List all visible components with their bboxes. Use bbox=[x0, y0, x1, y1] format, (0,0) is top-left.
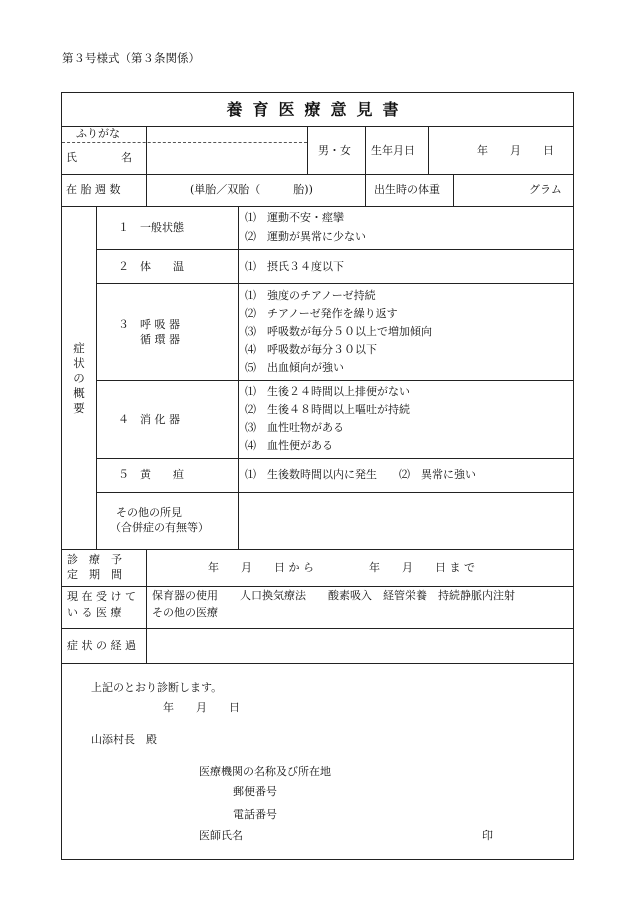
section-label: １ 一般状態 bbox=[118, 221, 184, 234]
addressee: 山添村長 殿 bbox=[91, 733, 157, 746]
birthweight-unit: グラム bbox=[529, 183, 562, 196]
rule bbox=[96, 492, 573, 493]
section-label: その他の所見 bbox=[116, 506, 182, 519]
section-item: ⑴ 運動不安・痙攣 bbox=[245, 211, 344, 224]
current-treatment-other: その他の医療 bbox=[152, 606, 218, 619]
section-item: ⑴ 強度のチアノーゼ持続 bbox=[245, 289, 376, 302]
section-item: ⑴ 摂氏３４度以下 bbox=[245, 260, 344, 273]
birthdate-label: 生年月日 bbox=[371, 144, 415, 157]
current-treatment-options: 保育器の使用 人口換気療法 酸素吸入 経管栄養 持続静脈内注射 bbox=[152, 589, 515, 602]
symptoms-label: 症状の概要 bbox=[73, 341, 85, 415]
section-label: ２ 体 温 bbox=[118, 260, 184, 273]
rule bbox=[238, 206, 239, 549]
gestation-label: 在 胎 週 数 bbox=[66, 183, 121, 196]
section-label: （合併症の有無等） bbox=[110, 521, 209, 534]
rule bbox=[146, 174, 147, 206]
section-item: ⑵ 生後４８時間以上嘔吐が持続 bbox=[245, 403, 410, 416]
rule bbox=[146, 126, 147, 174]
rule bbox=[307, 126, 308, 174]
period-label: 診 療 予 bbox=[67, 553, 122, 566]
rule bbox=[62, 549, 573, 550]
institution-label: 医療機関の名称及び所在地 bbox=[199, 765, 331, 778]
furigana-divider bbox=[62, 142, 307, 143]
section-item: ⑴ 生後２４時間以上排便がない bbox=[245, 385, 410, 398]
section-item: ⑶ 呼吸数が毎分５０以上で増加傾向 bbox=[245, 325, 432, 338]
phone-label: 電話番号 bbox=[233, 808, 277, 821]
rule bbox=[62, 663, 573, 664]
rule bbox=[428, 126, 429, 174]
rule bbox=[365, 174, 366, 206]
diagnosis-statement: 上記のとおり診断します。 bbox=[91, 681, 223, 694]
current-label: 現 在 受 け て bbox=[67, 590, 136, 603]
rule bbox=[96, 206, 97, 549]
progress-label: 症 状 の 経 過 bbox=[67, 639, 136, 652]
rule bbox=[453, 174, 454, 206]
gender-label: 男・女 bbox=[318, 144, 351, 157]
period-value: 年 月 日 か ら 年 月 日 ま で bbox=[208, 561, 475, 574]
section-label: ４ 消 化 器 bbox=[118, 413, 180, 426]
section-item: ⑵ チアノーゼ発作を繰り返す bbox=[245, 307, 398, 320]
rule bbox=[96, 380, 573, 381]
section-item: ⑷ 呼吸数が毎分３０以下 bbox=[245, 343, 377, 356]
rule bbox=[62, 174, 573, 175]
section-label: 循 環 器 bbox=[118, 333, 180, 346]
form-number: 第３号様式（第３条関係） bbox=[62, 51, 200, 65]
rule bbox=[62, 206, 573, 207]
rule bbox=[146, 549, 147, 663]
birthweight-label: 出生時の体重 bbox=[374, 183, 440, 196]
current-label: い る 医 療 bbox=[67, 606, 122, 619]
doctor-label: 医師氏名 bbox=[199, 829, 243, 842]
form-title: 養育医療意見書 bbox=[226, 100, 409, 119]
section-item: ⑵ 運動が異常に少ない bbox=[245, 230, 366, 243]
rule bbox=[96, 249, 573, 250]
section-label: ５ 黄 疸 bbox=[118, 468, 184, 481]
medical-opinion-form bbox=[61, 92, 574, 860]
rule bbox=[62, 586, 573, 587]
section-item: ⑴ 生後数時間以内に発生 ⑵ 異常に強い bbox=[245, 468, 476, 481]
rule bbox=[365, 126, 366, 174]
section-item: ⑸ 出血傾向が強い bbox=[245, 361, 344, 374]
period-label: 定 期 間 bbox=[67, 568, 122, 581]
gestation-value: (単胎／双胎（ 胎)) bbox=[190, 183, 313, 196]
rule bbox=[62, 126, 573, 127]
seal-label: 印 bbox=[482, 829, 493, 842]
rule bbox=[96, 458, 573, 459]
name-label: 氏 名 bbox=[66, 151, 132, 164]
rule bbox=[96, 283, 573, 284]
section-item: ⑷ 血性便がある bbox=[245, 439, 333, 452]
furigana-label: ふりがな bbox=[76, 127, 120, 140]
birthdate-value: 年 月 日 bbox=[477, 144, 554, 157]
rule bbox=[62, 628, 573, 629]
postal-label: 郵便番号 bbox=[233, 785, 277, 798]
section-item: ⑶ 血性吐物がある bbox=[245, 421, 344, 434]
section-label: ３ 呼 吸 器 bbox=[118, 318, 180, 331]
diagnosis-date: 年 月 日 bbox=[163, 701, 240, 714]
